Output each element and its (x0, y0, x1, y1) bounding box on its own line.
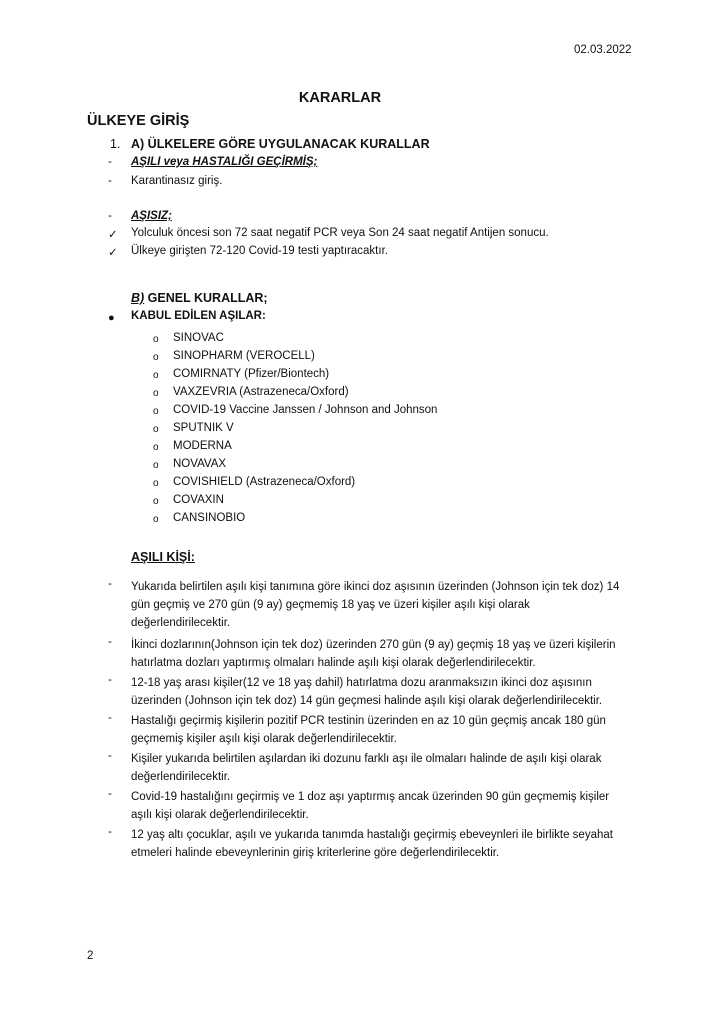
dash-marker: - (108, 750, 112, 762)
circle-bullet-icon: o (153, 496, 159, 507)
section-b-text: GENEL KURALLAR; (144, 291, 268, 305)
rule-paragraph: 12-18 yaş arası kişiler(12 ve 18 yaş dahil) hatırlatma dozu aranmaksızın ikinci doz aşısının üzerinden (Johnson için tek doz) 14 gün geçmesi halinde aşılı kişi olarak değerlendirilecektir. (131, 677, 603, 707)
page-number: 2 (87, 950, 94, 962)
rule-paragraph: Kişiler yukarıda belirtilen aşılardan iki dozunu farklı aşı ile olmaları halinde de aşılı kişi olarak değerlendirilecektir. (131, 753, 602, 783)
section-b-title (131, 291, 268, 305)
dash-marker: - (108, 578, 112, 590)
section-heading: ÜLKEYE GİRİŞ (87, 113, 190, 129)
section-b-prefix: B) (131, 291, 145, 305)
document-date: 02.03.2022 (574, 44, 632, 56)
rule-paragraph: 12 yaş altı çocuklar, aşılı ve yukarıda tanımda hastalığı geçirmiş ebeveynleri ile birlikte seyahat etmeleri halinde ebeveynlerinin giriş kriterlerine göre değerlendirilecektir. (131, 829, 613, 859)
vaccine-item: MODERNA (173, 440, 232, 452)
circle-bullet-icon: o (153, 370, 159, 381)
vaccine-item: COMIRNATY (Pfizer/Biontech) (173, 368, 330, 380)
section-a-title: A) ÜLKELERE GÖRE UYGULANACAK KURALLAR (131, 137, 430, 151)
checkmark-icon: ✓ (108, 247, 118, 259)
rule-paragraph: Hastalığı geçirmiş kişilerin pozitif PCR testinin üzerinden en az 10 gün geçmiş ancak 180 gün geçmemiş kişiler aşılı kişi olarak değerlendirilecektir. (131, 715, 606, 745)
page-title: KARARLAR (298, 90, 382, 106)
bullet-icon: ● (108, 312, 115, 324)
accepted-vaccines-title: KABUL EDİLEN AŞILAR: (131, 310, 266, 322)
vaccine-item: VAXZEVRIA (Astrazeneca/Oxford) (173, 386, 349, 398)
vaccine-item: SINOPHARM (VEROCELL) (173, 350, 315, 362)
circle-bullet-icon: o (153, 442, 159, 453)
checkmark-icon: ✓ (108, 229, 118, 241)
unvaccinated-rule: Ülkeye girişten 72-120 Covid-19 testi yaptıracaktır. (131, 245, 388, 257)
dash-marker: - (108, 712, 112, 724)
circle-bullet-icon: o (153, 514, 159, 525)
vaccine-item: NOVAVAX (173, 458, 227, 470)
circle-bullet-icon: o (153, 334, 159, 345)
dash-marker: - (108, 156, 112, 168)
circle-bullet-icon: o (153, 406, 159, 417)
vaccine-item: COVAXIN (173, 494, 224, 506)
circle-bullet-icon: o (153, 460, 159, 471)
list-number: 1. (110, 137, 121, 151)
vaccinated-label: AŞILI veya HASTALIĞI GEÇİRMİŞ; (131, 156, 318, 168)
dash-marker: - (108, 788, 112, 800)
dash-marker: - (108, 826, 112, 838)
rule-paragraph: Yukarıda belirtilen aşılı kişi tanımına göre ikinci doz aşısının üzerinden (Johnson için tek doz) 14 gün geçmiş ve 270 gün (9 ay) geçmemiş 18 yaş ve üzeri kişiler aşılı kişi olarak değerlendirilecektir. (131, 581, 620, 629)
circle-bullet-icon: o (153, 424, 159, 435)
vaccinated-rule: Karantinasız giriş. (131, 175, 223, 187)
dash-marker: - (108, 210, 112, 222)
vaccinated-person-title: AŞILI KİŞİ: (131, 550, 195, 564)
unvaccinated-rule: Yolculuk öncesi son 72 saat negatif PCR veya Son 24 saat negatif Antijen sonucu. (131, 227, 549, 239)
circle-bullet-icon: o (153, 388, 159, 399)
circle-bullet-icon: o (153, 352, 159, 363)
dash-marker: - (108, 175, 112, 187)
vaccine-item: COVISHIELD (Astrazeneca/Oxford) (173, 476, 356, 488)
rule-paragraph: İkinci dozlarının(Johnson için tek doz) üzerinden 270 gün (9 ay) geçmiş 18 yaş ve üzeri kişilerin hatırlatma dozları yaptırmış olmaları halinde aşılı kişi olarak değerlendirilecektir. (131, 639, 616, 669)
unvaccinated-label: AŞISIZ; (131, 210, 172, 222)
dash-marker: - (108, 636, 112, 648)
dash-marker: - (108, 674, 112, 686)
vaccine-item: CANSINOBIO (173, 512, 246, 524)
vaccine-item: COVID-19 Vaccine Janssen / Johnson and Johnson (173, 404, 438, 416)
vaccine-item: SINOVAC (173, 332, 224, 344)
circle-bullet-icon: o (153, 478, 159, 489)
vaccine-item: SPUTNIK V (173, 422, 234, 434)
rule-paragraph: Covid-19 hastalığını geçirmiş ve 1 doz aşı yaptırmış ancak üzerinden 90 gün geçmemiş kişiler aşılı kişi olarak değerlendirilecektir. (131, 791, 610, 821)
